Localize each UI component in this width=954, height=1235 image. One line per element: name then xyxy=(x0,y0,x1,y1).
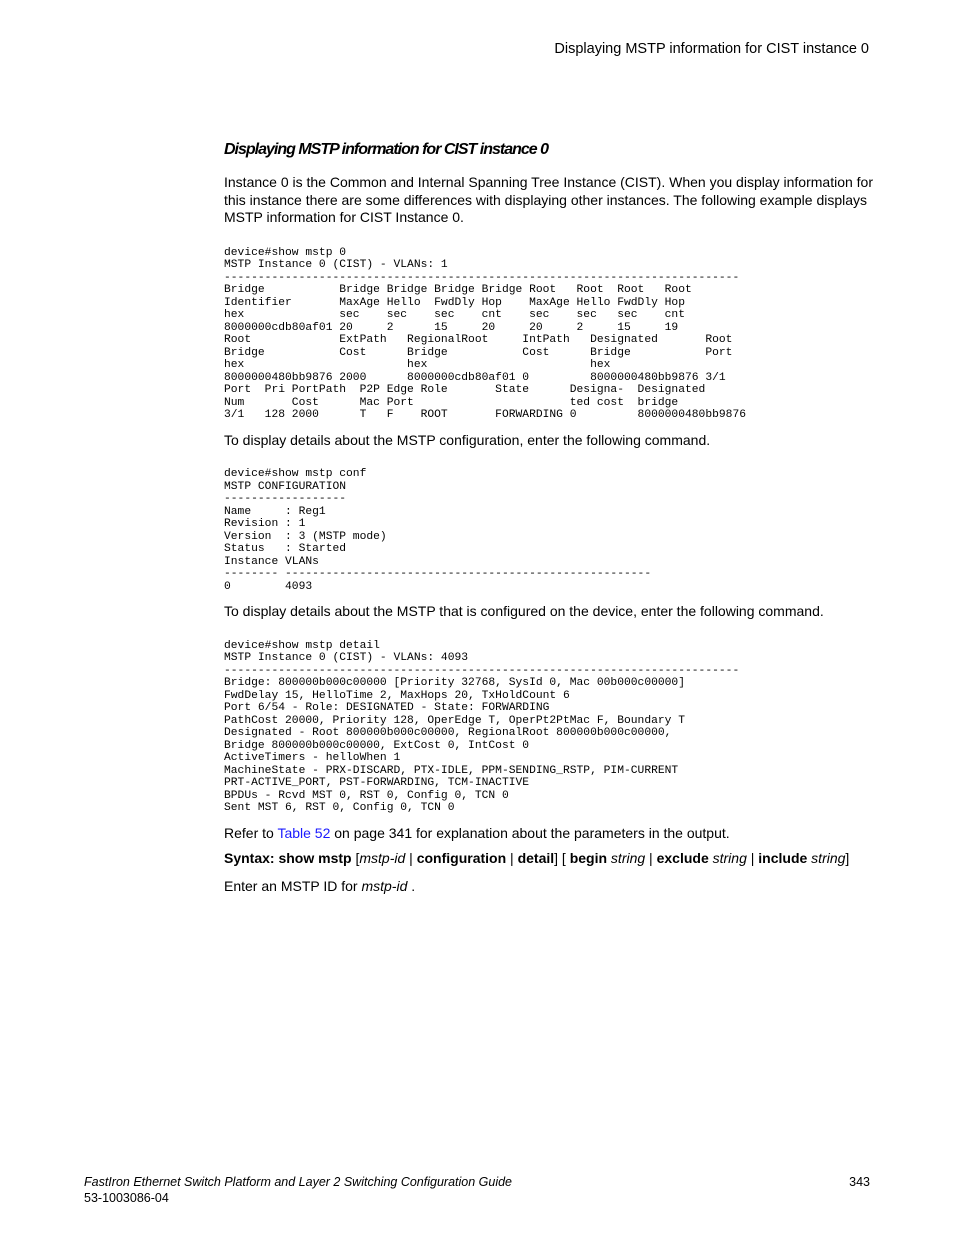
config-command-paragraph: To display details about the MSTP configuration, enter the following command. xyxy=(224,431,711,448)
cli-output-show-mstp-conf: device#show mstp conf MSTP CONFIGURATION ------------------ Name : Reg1 Revision : 1 Version : 3 (MSTP mode) Status : Started Instance VLANs -------- ------------------------------------------------------ 0 4093 xyxy=(224,468,652,593)
mstp-id-paragraph: Enter an MSTP ID for mstp-id . xyxy=(224,877,416,894)
syntax-configuration: configuration xyxy=(416,850,507,866)
cli-output-show-mstp-detail: device#show mstp detail MSTP Instance 0 (CIST) - VLANs: 4093 ---------------------------------------------------------------------------- Bridge: 800000b000c00000 [Priority 32768, SysId 0, Mac 00b000c00000] FwdDelay 15, HelloTime 2, MaxHops 20, TxHoldCount 6 Port 6/54 - Role: DESIGNATED - State: FORWARDING PathCost 20000, Priority 128, OperEdge T, OperPt2PtMac F, Boundary T Designated - Root 800000b000c00000, RegionalRoot 800000b000c00000, Bridge 800000b000c00000, ExtCost 0, IntCost 0 ActiveTimers - helloWhen 1 MachineState - PRX-DISCARD, PTX-IDLE, PPM-SENDING_RSTP, PIM-CURRENT PRT-ACTIVE_PORT, PST-FORWARDING, TCM-INACTIVE BPDUs - Rcvd MST 0, RST 0, Config 0, TCN 0 Sent MST 6, RST 0, Config 0, TCN 0 xyxy=(224,639,740,814)
syntax-exclude: exclude xyxy=(656,850,709,866)
table-52-link[interactable]: Table 52 xyxy=(277,824,331,841)
footer-doc-title: FastIron Ethernet Switch Platform and Layer 2 Switching Configuration Guide xyxy=(84,1175,512,1189)
intro-paragraph: Instance 0 is the Common and Internal Spanning Tree Instance (CIST). When you display information for this instance there are some differences with displaying other instances. The following example displays MSTP information for CIST Instance 0. xyxy=(224,174,873,225)
syntax-line: Syntax: show mstp [mstp-id | configuration | detail] [ begin string | exclude string | include string] xyxy=(224,850,850,866)
footer-doc-number: 53-1003086-04 xyxy=(84,1190,169,1205)
syntax-include: include xyxy=(758,850,808,866)
syntax-begin: begin xyxy=(569,850,608,866)
running-header: Displaying MSTP information for CIST instance 0 xyxy=(554,41,869,57)
mstp-id-term: mstp-id xyxy=(361,877,408,894)
syntax-mstp-id: mstp-id xyxy=(359,850,406,866)
main-content xyxy=(224,141,874,895)
page-footer xyxy=(84,1175,870,1206)
footer-page-number: 343 xyxy=(849,1175,870,1189)
syntax-label: Syntax: show mstp xyxy=(224,850,352,866)
detail-command-paragraph: To display details about the MSTP that is configured on the device, enter the following command. xyxy=(224,603,824,619)
table-reference-paragraph: Refer to Table 52 on page 341 for explanation about the parameters in the output. xyxy=(224,824,730,841)
syntax-detail: detail xyxy=(517,850,555,866)
cli-output-show-mstp-0: device#show mstp 0 MSTP Instance 0 (CIST) - VLANs: 1 ---------------------------------------------------------------------------- Bridge Bridge Bridge Bridge Bridge Root Root Root Root Identifier MaxAge Hello FwdDly Hop MaxAge Hello FwdDly Hop hex sec sec sec cnt sec sec sec cnt 8000000cdb80af01 20 2 15 20 20 2 15 19 Root ExtPath RegionalRoot IntPath Designated Root Bridge Cost Bridge Cost Bridge Port hex hex hex 8000000480bb9876 2000 8000000cdb80af01 0 8000000480bb9876 3/1 Port Pri PortPath P2P Edge Role State Designa- Designated Num Cost Mac Port ted cost bridge 3/1 128 2000 T F ROOT FORWARDING 0 8000000480bb9876 xyxy=(224,246,747,421)
section-title: Displaying MSTP information for CIST instance 0 xyxy=(224,141,549,158)
